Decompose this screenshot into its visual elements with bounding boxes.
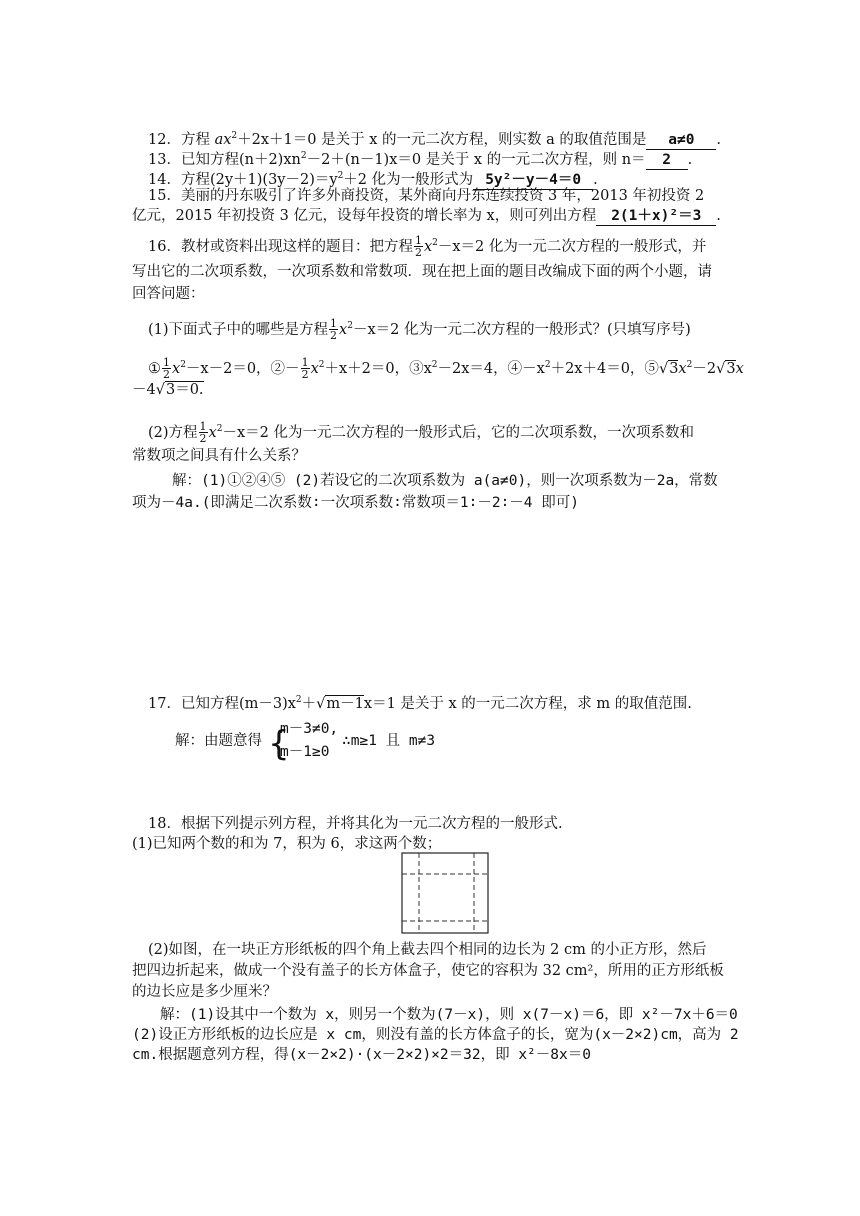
q13-text-mid: －2＋(n－1)x＝0 是关于 x 的一元二次方程，则 n＝ — [306, 151, 646, 168]
q12-text-mid: ＋2x＋1＝0 是关于 x 的一元二次方程，则实数 a 的取值范围是 — [237, 131, 647, 148]
frac-num: 1 — [330, 317, 338, 331]
brace-symbol: { — [268, 724, 290, 764]
question-16-part2 — [148, 419, 694, 444]
q15-text: 亿元，2015 年初投资 3 亿元，设每年投资的增长率为 x，则可列出方程 — [132, 208, 597, 224]
q14-text: 14．方程(2y＋1)(3y－2)＝y — [148, 171, 338, 188]
opt-var: x — [172, 360, 181, 377]
q16-p1-var: x — [339, 321, 348, 338]
frac-num: 1 — [199, 420, 207, 434]
q17-radical: m－1 — [326, 695, 364, 712]
q16-exp: 2 — [432, 238, 438, 248]
fraction-half — [162, 357, 171, 380]
q16-p1-text: (1)下面式子中的哪些是方程 — [148, 321, 329, 338]
frac-num: 1 — [163, 356, 170, 370]
question-16-part2-line2: 常数项之间具有什么关系？ — [132, 448, 306, 464]
question-16-line1 — [148, 233, 706, 258]
question-17-solution-intro: 解：由题意得 — [175, 733, 262, 749]
q12-end: . — [716, 131, 721, 148]
opt-exp: 2 — [180, 360, 186, 370]
folded-box-diagram — [398, 850, 494, 936]
condition-2: m－1≥0 — [280, 744, 330, 760]
q14-text-mid: ＋2 化为一般形式为 — [343, 171, 474, 188]
q16-p2-text: (2)方程 — [148, 424, 198, 441]
frac-den: 2 — [199, 432, 207, 446]
question-18-line1: 18．根据下列提示列方程，并将其化为一元二次方程的一般形式. — [148, 816, 563, 832]
opt-text-d: ＋2x＋4＝0，⑤ — [550, 360, 659, 377]
opt-exp: 2 — [318, 360, 325, 370]
q13-exp: 2 — [300, 151, 307, 161]
question-16-options-line2: －4√3＝0. — [132, 382, 204, 398]
question-18-solution-line2: (2)设正方形纸板的边长应是 x cm，则没有盖的长方体盒子的长，宽为(x－2×2)cm，高为 2 — [132, 1027, 739, 1043]
condition-1: m－3≠0, — [280, 721, 339, 737]
sqrt-3-end: 3＝0. — [165, 382, 204, 398]
question-18-part2-line1: (2)如图，在一块正方形纸板的四个角上截去四个相同的边长为 2 cm 的小正方形，然后 — [148, 942, 707, 958]
opt-text-f: －2 — [692, 360, 717, 377]
question-18-solution-line1: 解：(1)设其中一个数为 x，则另一个数为(7－x)，则 x(7－x)＝6，即 x²－7x＋6＝0 — [160, 1007, 738, 1023]
question-18-solution-line3: cm.根据题意列方程，得(x－2×2)·(x－2×2)×2＝32，即 x²－8x＝0 — [132, 1047, 591, 1063]
sqrt-3: 3 — [726, 360, 736, 377]
q16-p1-exp: 2 — [347, 321, 353, 331]
q13-end: . — [687, 151, 693, 168]
q16-p1-text-post: －x＝2 化为一元二次方程的一般形式？(只填写序号) — [352, 321, 691, 338]
frac-num: 1 — [301, 356, 309, 370]
fraction-half — [414, 235, 423, 258]
question-16-options: ① $\frac{1}{2}$ $x^2-x-2=0$，②－ $\frac{1}{2}$ $x^2+x+2=0$，$③x^2-2x=4$，$④-x^2+2x+4=0$，$⑤√3x^2-2√3x$ — [148, 356, 744, 382]
question-15-line2 — [132, 206, 721, 226]
q15-answer: 2(1＋x)²＝3 — [596, 208, 716, 226]
q17-plus: ＋ — [301, 695, 317, 712]
q17-exp: 2 — [295, 695, 302, 705]
fraction-half — [199, 421, 208, 444]
q17-conclusion: ∴m≥1 且 m≠3 — [342, 733, 436, 749]
opt-text-a: －x－2＝0，②－ — [185, 360, 300, 377]
opt-var: x — [310, 360, 319, 377]
q12-var: ax — [214, 131, 232, 148]
question-17: 17．已知方程$(m-3)x^2+√m-1x=1$ 是关于 x 的一元二次方程，求 m 的取值范围. — [148, 695, 692, 712]
q12-answer: a≠0 — [646, 132, 716, 150]
q13-answer: 2 — [646, 152, 688, 170]
frac-den: 2 — [163, 368, 170, 382]
q12-exp: 2 — [231, 131, 238, 141]
frac-den: 2 — [330, 329, 338, 343]
opt-exp: 2 — [431, 360, 438, 370]
opt-text-c: －2x＝4，④－x — [437, 360, 545, 377]
sqrt-3: 3 — [669, 360, 679, 377]
opt-var: x — [735, 360, 744, 377]
question-15-line1: 15．美丽的丹东吸引了许多外商投资，某外商向丹东连续投资 3 年，2013 年初投资 2 — [148, 188, 705, 204]
question-16-solution-line1: 解：(1)①②④⑤ (2)若设它的二次项系数为 a(a≠0)，则一次项系数为－2a，常数 — [172, 473, 718, 489]
opt-exp: 2 — [686, 360, 693, 370]
question-18-part2-line3: 的边长应是多少厘米？ — [132, 984, 277, 1000]
opt-exp: 2 — [544, 360, 551, 370]
opt-text-b: ＋x＋2＝0，③x — [324, 360, 432, 377]
fraction-half — [301, 357, 310, 380]
question-16-line2: 写出它的二次项系数，一次项系数和常数项．现在把上面的题目改编成下面的两个小题，请 — [132, 264, 712, 280]
question-18-part2-line2: 把四边折起来，做成一个没有盖子的长方体盒子，使它的容积为 32 cm²，所用的正方形纸板 — [132, 963, 724, 979]
fraction-half — [329, 318, 338, 341]
question-16-line3: 回答问题： — [132, 286, 205, 302]
q16-text-post: －x＝2 化为一元二次方程的一般形式，并 — [437, 238, 707, 255]
opt-text-line2a: －4 — [132, 382, 156, 398]
q13-text: 13．已知方程(n＋2)xn — [148, 151, 301, 168]
frac-num: 1 — [414, 234, 422, 248]
q14-exp: 2 — [337, 171, 344, 181]
question-16-part1 — [148, 316, 691, 341]
q16-text: 16．教材或资料出现这样的题目：把方程 — [148, 238, 413, 255]
q14-end: . — [593, 171, 598, 188]
q12-text: 12．方程 — [148, 131, 215, 148]
q17-text-post: x＝1 是关于 x 的一元二次方程，求 m 的取值范围. — [363, 695, 692, 712]
frac-den: 2 — [414, 246, 422, 260]
q14-answer: 5y²－y－4＝0 — [473, 172, 593, 190]
question-16-solution-line2: 项为－4a.(即满足二次系数∶一次项系数∶常数项＝1∶－2∶－4 即可) — [132, 495, 579, 511]
question-18-part1: (1)已知两个数的和为 7，积为 6，求这两个数； — [132, 836, 442, 852]
opt-var: x — [678, 360, 687, 377]
q16-p2-text-post: －x＝2 化为一元二次方程的一般形式后，它的二次项系数，一次项系数和 — [222, 424, 694, 441]
option-1-marker: ① — [148, 360, 161, 377]
q17-text: 17．已知方程(m－3)x — [148, 695, 296, 712]
frac-den: 2 — [301, 368, 309, 382]
q16-p2-exp: 2 — [216, 424, 223, 434]
q16-var: x — [423, 238, 433, 255]
q16-p2-var: x — [208, 424, 217, 441]
q15-end: . — [716, 208, 721, 224]
